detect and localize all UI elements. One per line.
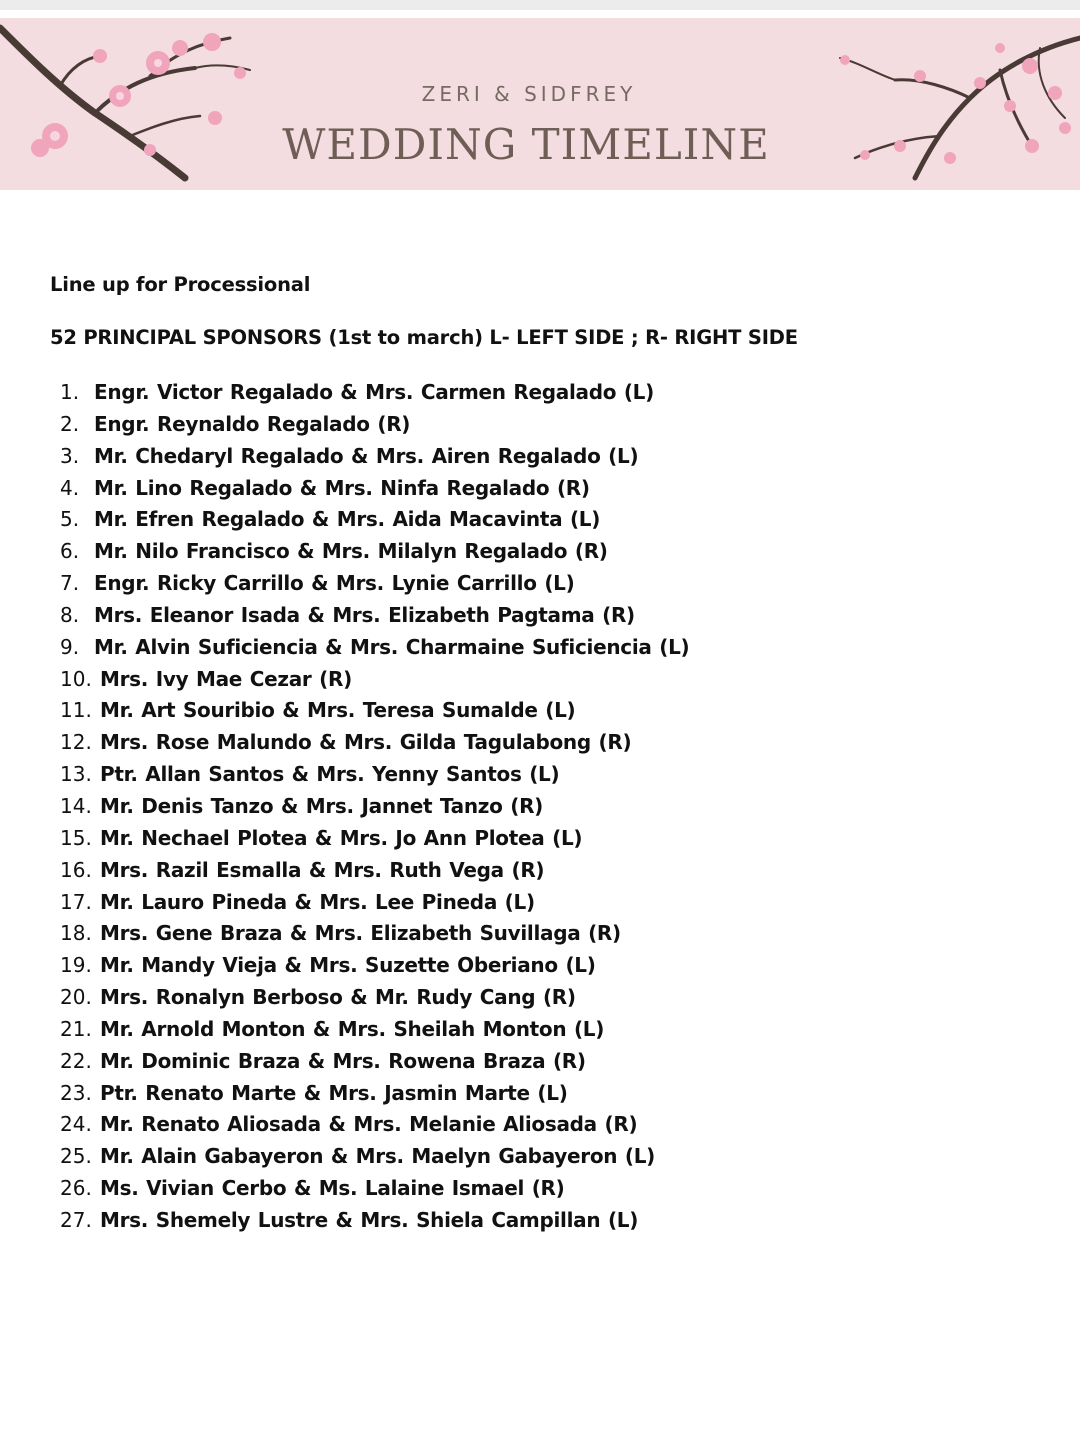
sponsor-pair: Mr. Nechael Plotea & Mrs. Jo Ann Plotea (L) (100, 825, 583, 850)
page-top-strip (0, 0, 1080, 10)
sponsor-pair: Mr. Mandy Vieja & Mrs. Suzette Oberiano (L) (100, 953, 596, 978)
list-item (60, 887, 1020, 919)
sponsor-pair: Mr. Chedaryl Regalado & Mrs. Airen Regalado (L) (94, 443, 639, 468)
sponsor-pair: Mr. Lauro Pineda & Mrs. Lee Pineda (L) (100, 889, 535, 914)
list-item (60, 1141, 1020, 1173)
sponsor-pair: Mr. Renato Aliosada & Mrs. Melanie Aliosada (R) (100, 1112, 638, 1137)
sponsor-pair: Ptr. Renato Marte & Mrs. Jasmin Marte (L) (100, 1080, 568, 1105)
item-number: 14. (60, 793, 92, 818)
sponsor-pair: Engr. Victor Regalado & Mrs. Carmen Regalado (L) (94, 380, 654, 404)
list-item (60, 950, 1020, 982)
item-number: 13. (60, 762, 92, 787)
sponsors-heading: 52 PRINCIPAL SPONSORS (1st to march) L- LEFT SIDE ; R- RIGHT SIDE (50, 326, 798, 349)
list-item (60, 377, 1020, 409)
list-item (60, 1046, 1020, 1078)
sponsor-pair: Mr. Arnold Monton & Mrs. Sheilah Monton (L) (100, 1016, 605, 1041)
list-item (60, 1109, 1020, 1141)
item-number: 24. (60, 1112, 92, 1137)
list-item (60, 600, 1020, 632)
list-item (60, 855, 1020, 887)
list-item (60, 727, 1020, 759)
item-number: 27. (60, 1207, 92, 1232)
sponsor-pair: Ms. Vivian Cerbo & Ms. Lalaine Ismael (R) (100, 1176, 565, 1201)
sponsor-pair: Mrs. Shemely Lustre & Mrs. Shiela Campillan (L) (100, 1207, 639, 1232)
list-item (60, 791, 1020, 823)
item-number: 7. (60, 571, 80, 596)
item-number: 1. (60, 380, 80, 404)
item-number: 26. (60, 1176, 92, 1201)
item-number: 21. (60, 1016, 92, 1041)
sponsor-pair: Mr. Alvin Suficiencia & Mrs. Charmaine Suficiencia (L) (94, 634, 690, 659)
item-number: 6. (60, 539, 80, 564)
couple-names: ZERI & SIDFREY (421, 82, 637, 106)
item-number: 5. (60, 507, 80, 532)
list-item (60, 473, 1020, 505)
item-number: 9. (60, 634, 80, 659)
list-item (60, 568, 1020, 600)
item-number: 3. (60, 443, 80, 468)
sponsor-pair: Mr. Art Souribio & Mrs. Teresa Sumalde (L) (100, 698, 576, 723)
page-title: WEDDING TIMELINE (282, 120, 770, 169)
sponsor-pair: Mr. Efren Regalado & Mrs. Aida Macavinta (L) (94, 507, 601, 532)
sponsor-pair: Engr. Ricky Carrillo & Mrs. Lynie Carrillo (L) (94, 571, 575, 596)
item-number: 25. (60, 1144, 92, 1169)
item-number: 18. (60, 921, 92, 946)
list-item (60, 441, 1020, 473)
item-number: 22. (60, 1048, 92, 1073)
item-number: 10. (60, 666, 92, 691)
sponsor-pair: Mrs. Gene Braza & Mrs. Elizabeth Suvillaga (R) (100, 921, 621, 946)
sponsor-pair: Mr. Lino Regalado & Mrs. Ninfa Regalado (R) (94, 475, 590, 500)
item-number: 20. (60, 985, 92, 1010)
list-item (60, 1205, 1020, 1237)
list-item (60, 982, 1020, 1014)
sponsor-pair: Mrs. Ivy Mae Cezar (R) (100, 666, 352, 691)
list-item (60, 536, 1020, 568)
item-number: 12. (60, 730, 92, 755)
item-number: 19. (60, 953, 92, 978)
list-item (60, 1173, 1020, 1205)
list-item (60, 759, 1020, 791)
sponsor-pair: Ptr. Allan Santos & Mrs. Yenny Santos (L) (100, 762, 560, 787)
item-number: 15. (60, 825, 92, 850)
sponsor-pair: Engr. Reynaldo Regalado (R) (94, 411, 411, 436)
item-number: 8. (60, 602, 80, 627)
list-item (60, 1078, 1020, 1110)
header-banner (0, 18, 1080, 190)
sponsor-pair: Mrs. Rose Malundo & Mrs. Gilda Tagulabong (R) (100, 730, 632, 755)
list-item (60, 823, 1020, 855)
sponsor-pair: Mr. Dominic Braza & Mrs. Rowena Braza (R) (100, 1048, 586, 1073)
list-item (60, 1014, 1020, 1046)
item-number: 4. (60, 475, 80, 500)
sponsor-pair: Mrs. Eleanor Isada & Mrs. Elizabeth Pagtama (R) (94, 602, 635, 627)
item-number: 23. (60, 1080, 92, 1105)
sponsor-pair: Mr. Alain Gabayeron & Mrs. Maelyn Gabayeron (L) (100, 1144, 656, 1169)
item-number: 2. (60, 411, 80, 436)
list-item (60, 695, 1020, 727)
list-item (60, 664, 1020, 696)
lineup-heading: Line up for Processional (50, 273, 311, 296)
sponsor-pair: Mr. Nilo Francisco & Mrs. Milalyn Regalado (R) (94, 539, 608, 564)
sponsor-list (60, 377, 1020, 1237)
item-number: 11. (60, 698, 92, 723)
sponsor-pair: Mrs. Ronalyn Berboso & Mr. Rudy Cang (R) (100, 985, 576, 1010)
sponsor-pair: Mr. Denis Tanzo & Mrs. Jannet Tanzo (R) (100, 793, 544, 818)
item-number: 16. (60, 857, 92, 882)
list-item (60, 504, 1020, 536)
item-number: 17. (60, 889, 92, 914)
list-item (60, 918, 1020, 950)
sponsor-pair: Mrs. Razil Esmalla & Mrs. Ruth Vega (R) (100, 857, 545, 882)
list-item (60, 632, 1020, 664)
list-item (60, 409, 1020, 441)
